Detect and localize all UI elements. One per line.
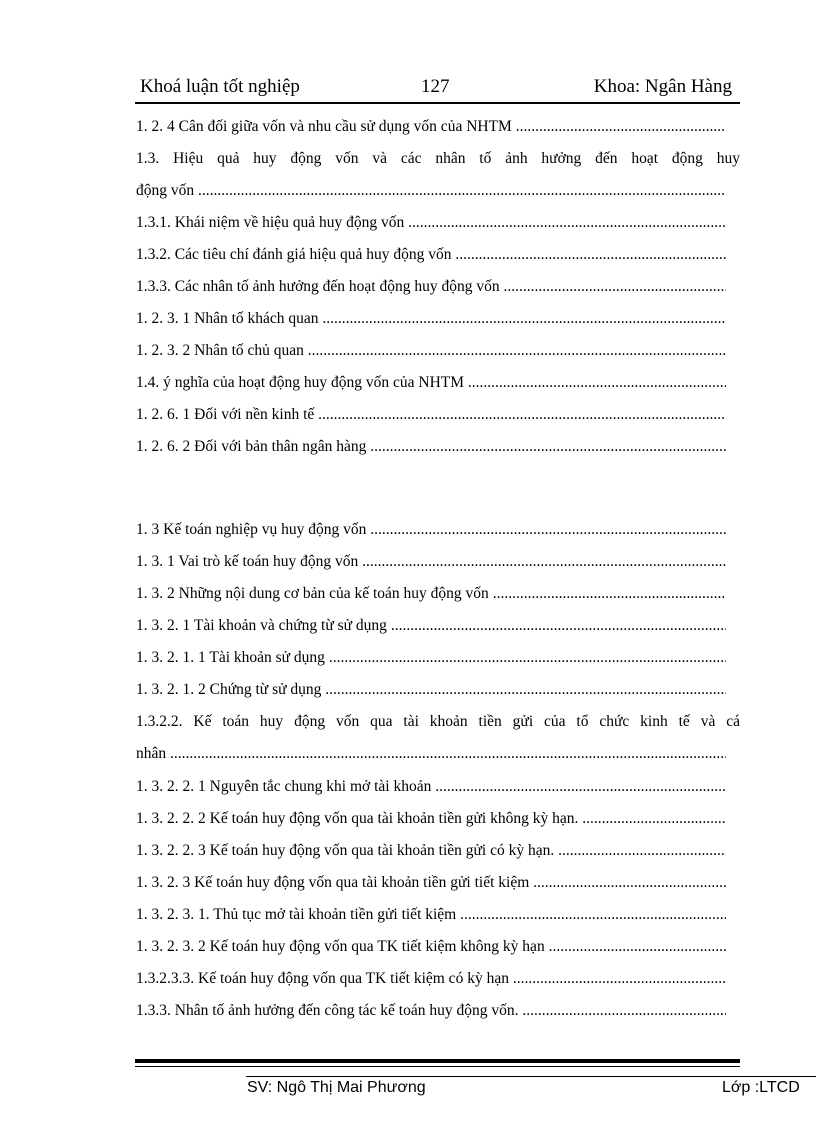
toc-entry[interactable]: 1. 2. 6. 1 Đối với nền kinh tế ..... — [136, 405, 726, 425]
header-faculty: Khoa: Ngân Hàng — [593, 76, 732, 97]
footer-divider-thin — [135, 1066, 740, 1067]
toc-entry[interactable]: 1. 2. 4 Cân đối giữa vốn và nhu cầu sử dụng vốn của NHTM ..... — [136, 117, 726, 137]
toc-entry[interactable]: 1.3.2. Các tiêu chí đánh giá hiệu quả huy động vốn ..... — [136, 245, 726, 265]
toc-entry[interactable]: 1.3.3. Các nhân tố ảnh hưởng đến hoạt động huy động vốn ..... — [136, 277, 726, 297]
header-page-number: 127 — [421, 76, 450, 97]
toc-entry[interactable]: 1.3.2.3.3. Kế toán huy động vốn qua TK tiết kiệm có kỳ hạn ..... — [136, 969, 726, 989]
toc-entry[interactable]: 1. 2. 6. 2 Đối với bản thân ngân hàng ..... — [136, 437, 726, 457]
toc-entry[interactable]: 1.3.1. Khái niệm về hiệu quả huy động vốn ..... — [136, 213, 726, 233]
toc-entry[interactable]: 1. 3. 2. 2. 3 Kế toán huy động vốn qua tài khoản tiền gửi có kỳ hạn. ..... — [136, 841, 726, 861]
toc-entry[interactable]: nhân ..... — [136, 744, 726, 764]
toc-entry[interactable]: 1.4. ý nghĩa của hoạt động huy động vốn của NHTM ..... — [136, 373, 726, 393]
toc-entry[interactable]: 1. 3. 2. 3. 1. Thủ tục mở tài khoản tiền gửi tiết kiệm ..... — [136, 905, 726, 925]
toc-entry[interactable]: 1. 3. 2. 2. 2 Kế toán huy động vốn qua tài khoản tiền gửi không kỳ hạn. ..... — [136, 809, 726, 829]
toc-entry[interactable]: 1. 3. 2. 2. 1 Nguyên tắc chung khi mở tài khoản ..... — [136, 777, 726, 797]
toc-entry[interactable]: 1. 3. 2. 3. 2 Kế toán huy động vốn qua TK tiết kiệm không kỳ hạn ..... — [136, 937, 726, 957]
toc-entry[interactable]: 1. 3. 2. 1. 2 Chứng từ sử dụng ..... — [136, 680, 726, 700]
footer-student-name: SV: Ngô Thị Mai Phương — [247, 1079, 426, 1096]
toc-entry[interactable]: 1. 3 Kế toán nghiệp vụ huy động vốn ..... — [136, 520, 726, 540]
toc-entry[interactable]: 1. 3. 2. 1. 1 Tài khoản sử dụng ..... — [136, 648, 726, 668]
toc-entry[interactable]: 1. 3. 1 Vai trò kế toán huy động vốn ..... — [136, 552, 726, 572]
toc-entry[interactable]: 1. 2. 3. 1 Nhân tố khách quan ..... — [136, 309, 726, 329]
toc-entry[interactable]: 1.3.3. Nhân tố ảnh hưởng đến công tác kế toán huy động vốn. ..... — [136, 1001, 726, 1021]
footer-divider-thick — [135, 1059, 740, 1063]
toc-entry[interactable]: 1.3.2.2. Kế toán huy động vốn qua tài khoản tiền gửi của tổ chức kinh tế và cá — [136, 713, 740, 730]
page-header — [138, 76, 738, 102]
toc-entry[interactable]: 1. 3. 2. 3 Kế toán huy động vốn qua tài khoản tiền gửi tiết kiệm ..... — [136, 873, 726, 893]
toc-entry[interactable]: 1. 3. 2. 1 Tài khoản và chứng từ sử dụng ..... — [136, 616, 726, 636]
toc-entry[interactable]: 1. 2. 3. 2 Nhân tố chủ quan ..... — [136, 341, 726, 361]
header-thesis-title: Khoá luận tốt nghiệp — [140, 76, 300, 97]
header-divider — [135, 102, 740, 104]
toc-entry[interactable]: 1.3. Hiệu quả huy động vốn và các nhân tố ảnh hưởng đến hoạt động huy — [136, 150, 740, 167]
toc-entry[interactable]: 1. 3. 2 Những nội dung cơ bản của kế toán huy động vốn ..... — [136, 584, 726, 604]
toc-entry[interactable]: động vốn ..... — [136, 181, 726, 201]
footer-class: Lớp :LTCD — [722, 1079, 800, 1096]
footer-divider-lower — [246, 1076, 816, 1077]
